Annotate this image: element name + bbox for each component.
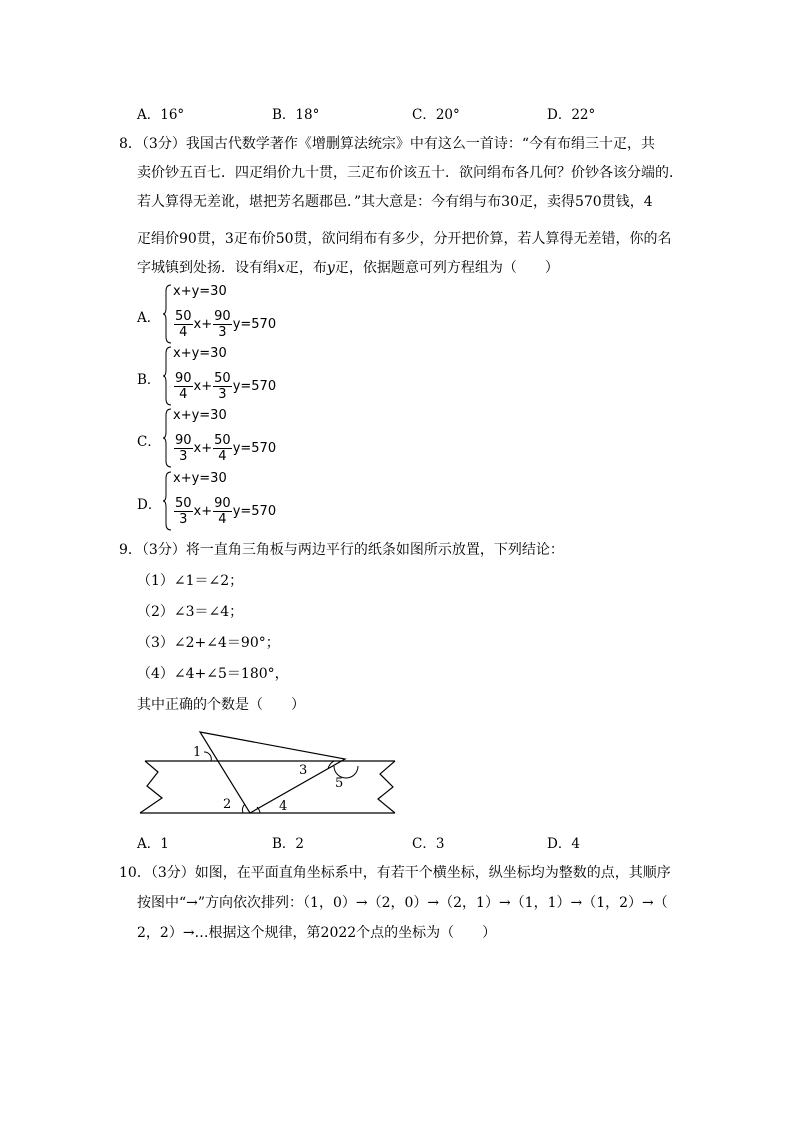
q8-line-5 bbox=[137, 258, 559, 278]
angle-label-1: 1 bbox=[193, 745, 202, 760]
angle-label-3: 3 bbox=[299, 763, 308, 778]
equation-2: $\frac{90}{4}$ x+ $\frac{50}{3}$ y=570 bbox=[175, 370, 277, 402]
equation-1: x+y=30 bbox=[173, 471, 227, 486]
q8-line-3: 若人算得无差讹，堪把芳名题郡邑．”其大意是：今有绢与布30疋，卖得570贯钱，4 bbox=[137, 194, 653, 210]
q8-line-2: 卖价钞五百七．四疋绢价九十贯，三疋布价该五十．欲问绢布各几何？价钞各该分端的． bbox=[137, 165, 683, 181]
q8-option-a-label[interactable]: A． bbox=[137, 310, 161, 326]
q9-option-c[interactable]: C．3 bbox=[412, 836, 445, 852]
fraction: $\frac{90}{3}$ bbox=[214, 308, 231, 340]
equation-2: $\frac{90}{3}$ x+ $\frac{50}{4}$ y=570 bbox=[175, 432, 277, 464]
equation-2: $\frac{50}{3}$ x+ $\frac{90}{4}$ y=570 bbox=[175, 495, 277, 527]
q8-line-5-pre: 字城镇到处扬．设有绢 bbox=[137, 260, 277, 276]
fraction: $\frac{90}{4}$ bbox=[175, 370, 192, 402]
q9-figure bbox=[130, 720, 420, 825]
q8-line-4: 疋绢价90贯，3疋布价50贯，欲问绢布有多少，分开把价算，若人算得无差错，你的名 bbox=[137, 231, 672, 247]
q8-line-5-post: 疋，依据题意可列方程组为（ ） bbox=[334, 260, 559, 276]
q7-option-b[interactable]: B．18° bbox=[272, 107, 320, 123]
q10-line-2: 按图中“→”方向依次排列：（1，0）→（2，0）→（2，1）→（1，1）→（1，2）→（ bbox=[137, 895, 668, 911]
fraction: $\frac{90}{3}$ bbox=[175, 432, 192, 464]
fraction: $\frac{50}{3}$ bbox=[214, 370, 231, 402]
fraction: $\frac{90}{4}$ bbox=[214, 495, 231, 527]
q9-statement-2: （2）∠3＝∠4； bbox=[137, 604, 244, 620]
q9-option-b[interactable]: B．2 bbox=[272, 836, 305, 852]
fraction: $\frac{50}{4}$ bbox=[214, 432, 231, 464]
fraction: $\frac{50}{4}$ bbox=[175, 308, 192, 340]
q9-statement-1: （1）∠1＝∠2； bbox=[137, 573, 244, 589]
brace-icon bbox=[162, 284, 172, 344]
brace-icon bbox=[162, 408, 172, 468]
q10-line-1: 10．（3分）如图，在平面直角坐标系中，有若干个横坐标，纵坐标均为整数的点，其顺序 bbox=[119, 865, 671, 881]
equation-2: $\frac{50}{4}$ x+ $\frac{90}{3}$ y=570 bbox=[175, 308, 277, 340]
q8-line-1: 8．（3分）我国古代数学著作《增删算法统宗》中有这么一首诗：“今有布绢三十疋，共 bbox=[119, 136, 655, 152]
var-x: x bbox=[277, 260, 285, 276]
q9-ask: 其中正确的个数是（ ） bbox=[137, 697, 305, 713]
equation-1: x+y=30 bbox=[173, 346, 227, 361]
right-triangle bbox=[200, 732, 345, 813]
angle-label-4: 4 bbox=[279, 799, 288, 814]
q8-option-d-label[interactable]: D． bbox=[137, 497, 162, 513]
paper-strip bbox=[140, 761, 395, 813]
q9-stem: 9．（3分）将一直角三角板与两边平行的纸条如图所示放置，下列结论： bbox=[119, 542, 564, 558]
var-y: y bbox=[326, 260, 335, 276]
q7-option-c[interactable]: C．20° bbox=[412, 107, 460, 123]
q9-statement-3: （3）∠2+∠4＝90°； bbox=[137, 635, 280, 651]
equation-1: x+y=30 bbox=[173, 284, 227, 299]
q9-statement-4: （4）∠4+∠5＝180°， bbox=[137, 666, 289, 682]
equation-1: x+y=30 bbox=[173, 408, 227, 423]
brace-icon bbox=[162, 346, 172, 406]
q7-option-d[interactable]: D．22° bbox=[547, 107, 596, 123]
angle-label-5: 5 bbox=[335, 776, 344, 791]
q9-option-a[interactable]: A．1 bbox=[137, 836, 169, 852]
fraction: $\frac{50}{3}$ bbox=[175, 495, 192, 527]
brace-icon bbox=[162, 471, 172, 531]
q7-option-a[interactable]: A．16° bbox=[137, 107, 185, 123]
angle-label-2: 2 bbox=[223, 797, 232, 812]
q10-line-3: 2，2）→…根据这个规律，第2022个点的坐标为（ ） bbox=[137, 925, 497, 941]
q9-option-d[interactable]: D．4 bbox=[547, 836, 580, 852]
q8-option-c-label[interactable]: C． bbox=[137, 434, 161, 450]
q8-option-b-label[interactable]: B． bbox=[137, 372, 161, 388]
q8-line-5-mid: 疋，布 bbox=[284, 260, 327, 276]
